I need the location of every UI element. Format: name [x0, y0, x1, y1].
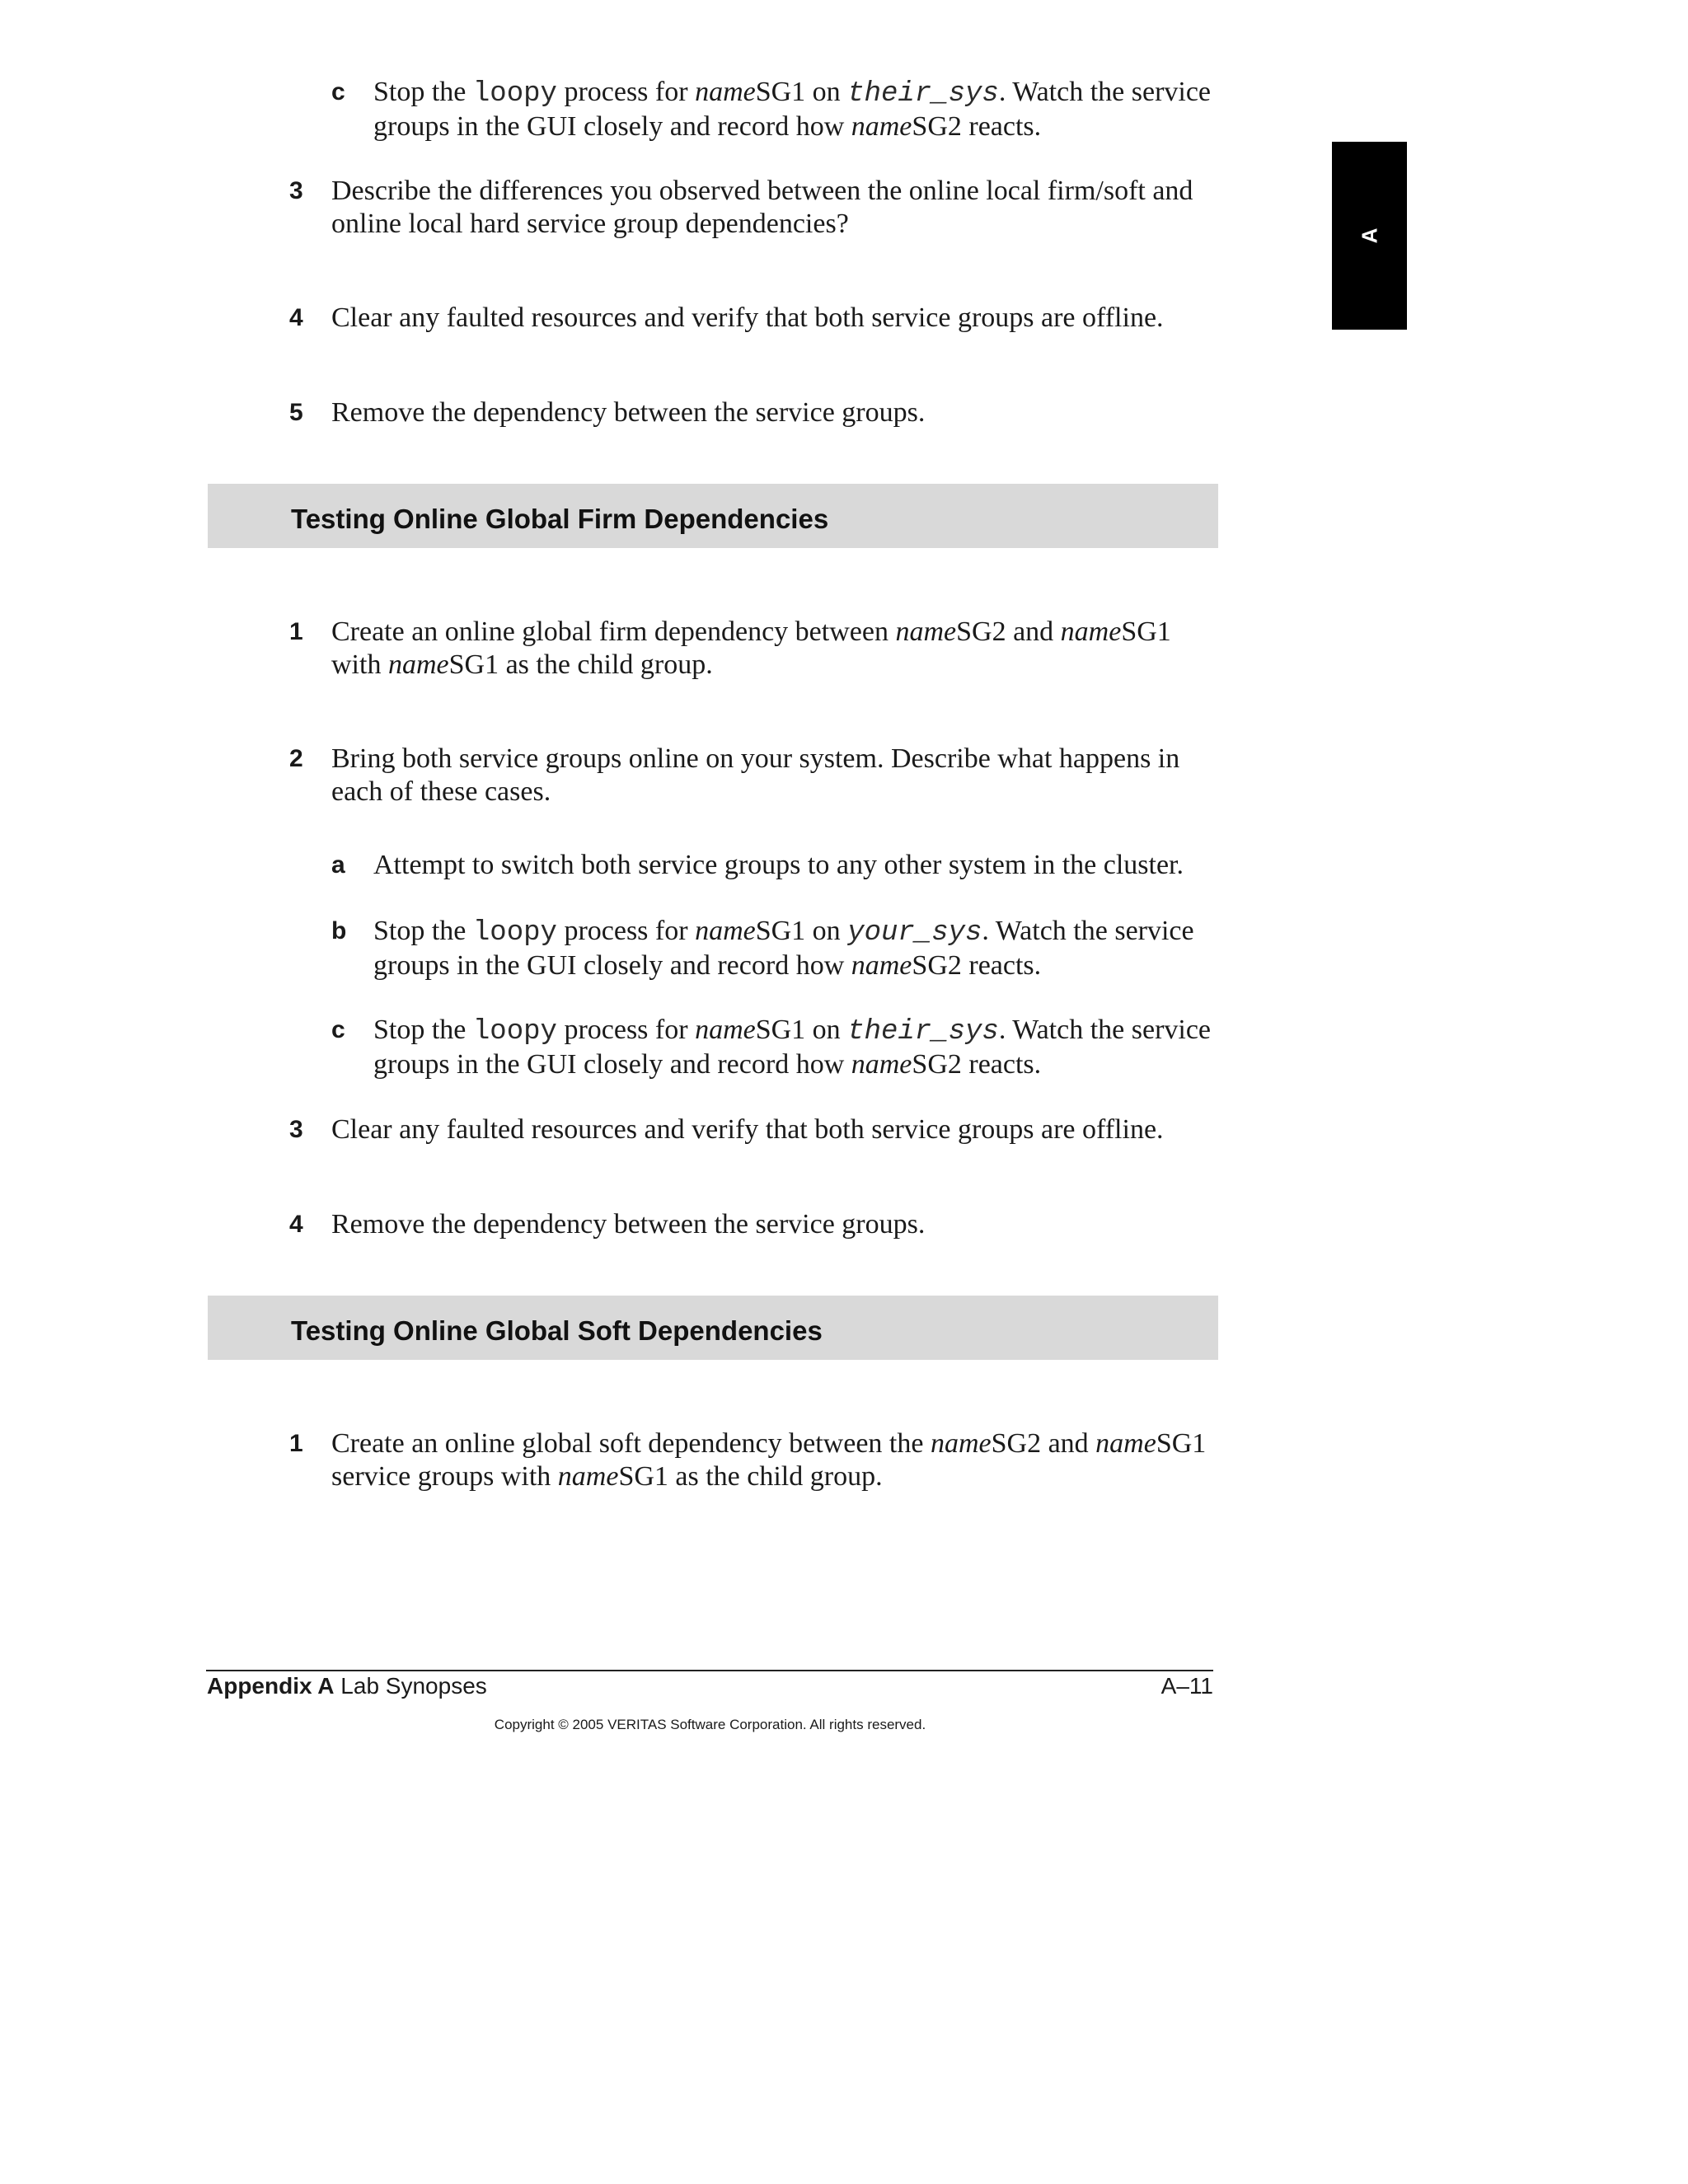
code-sys: their_sys: [847, 1016, 999, 1047]
step-marker: 3: [289, 177, 303, 204]
firm-step-c: c Stop the loopy process for nameSG1 on their_sys. Watch the service groups in the GUI closely and record how nameSG2 reacts.: [331, 1015, 1212, 1080]
section-header-global-soft: [208, 1296, 1218, 1360]
step-marker: c: [331, 78, 345, 105]
section-header-global-firm: [208, 484, 1218, 548]
step-marker: 4: [289, 1211, 303, 1238]
firm-step-a: a Attempt to switch both service groups to any other system in the cluster.: [331, 850, 1184, 880]
step-marker: 1: [289, 1430, 303, 1457]
footer-appendix: Appendix A: [207, 1673, 335, 1699]
code-loopy: loopy: [472, 78, 557, 110]
step-marker: a: [331, 851, 345, 879]
footer-title: [207, 1673, 487, 1699]
firm-step-3: 3 Clear any faulted resources and verify that both service groups are offline.: [289, 1114, 1164, 1145]
page-number: A–11: [1160, 1673, 1213, 1699]
code-loopy: loopy: [472, 1016, 557, 1047]
firm-step-4: 4 Remove the dependency between the service groups.: [289, 1209, 926, 1240]
copyright-notice: Copyright © 2005 VERITAS Software Corporation. All rights reserved.: [494, 1717, 926, 1732]
side-tab-label: A: [1357, 227, 1381, 244]
step-marker: 5: [289, 399, 303, 426]
appendix-side-tab: [1332, 142, 1407, 330]
step-5-top: 5 Remove the dependency between the service groups.: [289, 397, 926, 428]
step-marker: 4: [289, 304, 303, 331]
step-marker: 1: [289, 618, 303, 645]
code-sys: your_sys: [847, 917, 982, 949]
code-sys: their_sys: [847, 78, 999, 110]
footer-rule: [206, 1670, 1213, 1671]
step-c-top: c Stop the loopy process for nameSG1 on their_sys. Watch the service groups in the GUI closely and record how nameSG2 reacts.: [331, 77, 1212, 142]
step-3-top: 3 Describe the differences you observed between the online local firm/soft and online local hard service group dependencies?: [289, 176, 1193, 239]
step-marker: 2: [289, 745, 303, 772]
step-4-top: 4 Clear any faulted resources and verify that both service groups are offline.: [289, 302, 1164, 333]
footer-section: Lab Synopses: [334, 1673, 487, 1699]
step-marker: b: [331, 917, 347, 944]
firm-step-1: 1 Create an online global firm dependency between nameSG2 and nameSG1 with nameSG1 as the child group.: [289, 616, 1171, 680]
firm-step-2: 2 Bring both service groups online on your system. Describe what happens in each of these cases.: [289, 743, 1180, 807]
code-loopy: loopy: [472, 917, 557, 949]
soft-step-1: 1 Create an online global soft dependency between the nameSG2 and nameSG1 service groups with nameSG1 as the child group.: [289, 1428, 1207, 1492]
step-marker: 3: [289, 1116, 303, 1143]
step-marker: c: [331, 1016, 345, 1043]
section-title: Testing Online Global Firm Dependencies: [291, 504, 829, 534]
section-title: Testing Online Global Soft Dependencies: [291, 1315, 823, 1346]
firm-step-b: b Stop the loopy process for nameSG1 on your_sys. Watch the service groups in the GUI closely and record how nameSG2 reacts.: [331, 916, 1194, 981]
